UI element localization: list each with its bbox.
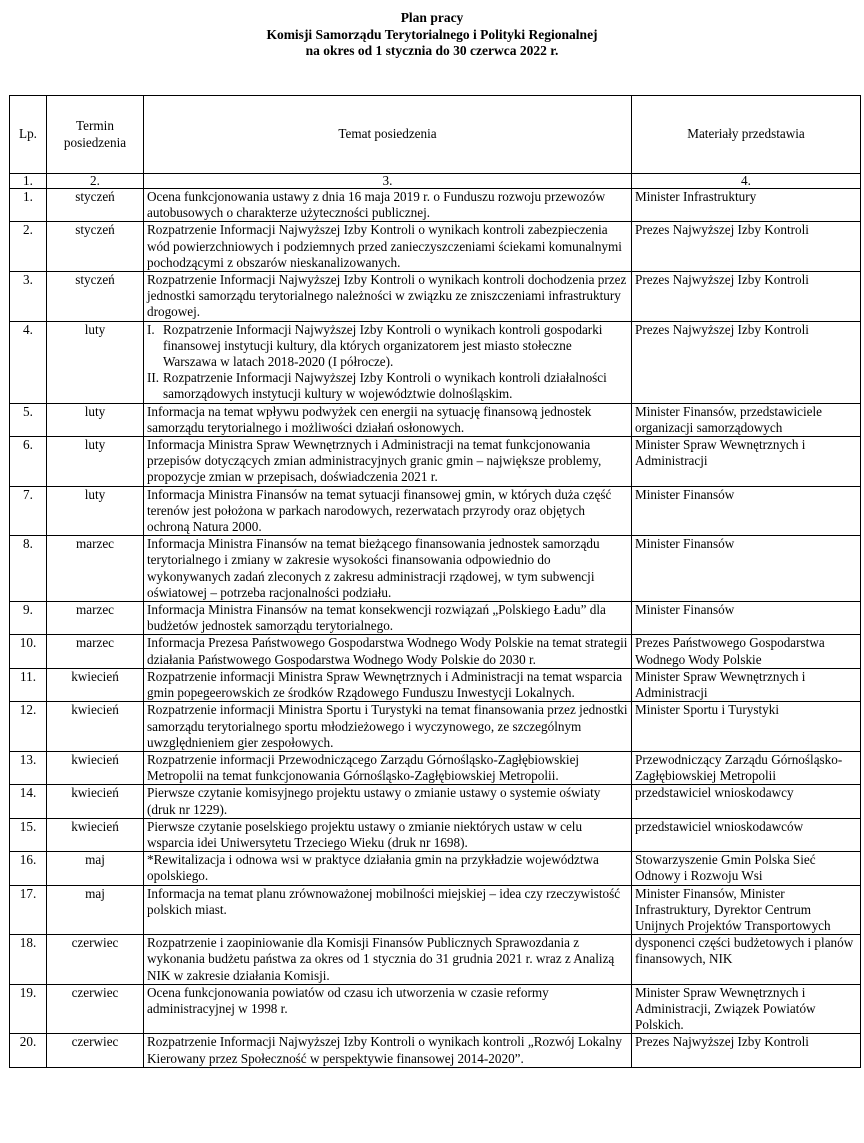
row-topic: Rozpatrzenie informacji Ministra Sportu i Turystyki na temat finansowania przez jednostki samorządu terytorialnego sportu młodzieżowego i wyczynowego, ze szczególnym uwzględnieniem gier zespołowych. bbox=[144, 702, 632, 752]
table-row bbox=[10, 602, 861, 635]
row-date: kwiecień bbox=[47, 751, 144, 784]
topic-list bbox=[147, 322, 628, 403]
row-presenter: przedstawiciel wnioskodawców bbox=[632, 818, 861, 851]
row-number: 9. bbox=[10, 602, 47, 635]
row-number: 5. bbox=[10, 403, 47, 436]
column-number-row bbox=[10, 174, 861, 189]
row-presenter: dysponenci części budżetowych i planów finansowych, NIK bbox=[632, 935, 861, 985]
col-number: 2. bbox=[47, 174, 144, 189]
row-topic: Informacja na temat planu zrównoważonej mobilności miejskiej – idea czy rzeczywistość polskich miast. bbox=[144, 885, 632, 935]
row-date: luty bbox=[47, 437, 144, 487]
row-presenter: Przewodniczący Zarządu Górnośląsko-Zagłębiowskiej Metropolii bbox=[632, 751, 861, 784]
row-topic: Rozpatrzenie Informacji Najwyższej Izby Kontroli o wynikach kontroli „Rozwój Lokalny Kierowany przez Społeczność w perspektywie finansowej 2014-2020”. bbox=[144, 1034, 632, 1067]
header-title: Plan pracy bbox=[400, 10, 464, 25]
topic-list-item bbox=[147, 322, 628, 371]
header-period: na okres od 1 stycznia do 30 czerwca 2022 r. bbox=[305, 43, 559, 58]
row-date: styczeń bbox=[47, 222, 144, 272]
row-date: kwiecień bbox=[47, 818, 144, 851]
row-topic: Informacja Ministra Finansów na temat konsekwencji rozwiązań „Polskiego Ładu” dla budżetów jednostek samorządu terytorialnego. bbox=[144, 602, 632, 635]
row-presenter: Minister Sportu i Turystyki bbox=[632, 702, 861, 752]
col-number: 1. bbox=[10, 174, 47, 189]
row-presenter: Stowarzyszenie Gmin Polska Sieć Odnowy i Rozwoju Wsi bbox=[632, 852, 861, 885]
topic-text: Rozpatrzenie Informacji Najwyższej Izby Kontroli o wynikach kontroli działalności samorządowych instytucji kultury w województwie dolnośląskim. bbox=[163, 370, 607, 402]
row-presenter: Minister Finansów, Minister Infrastruktury, Dyrektor Centrum Unijnych Projektów Transportowych bbox=[632, 885, 861, 935]
col-header-lp: Lp. bbox=[10, 96, 47, 174]
col-header-materialy: Materiały przedstawia bbox=[632, 96, 861, 174]
table-body bbox=[10, 189, 861, 1068]
row-topic: Ocena funkcjonowania powiatów od czasu ich utworzenia w czasie reformy administracyjnej w 1998 r. bbox=[144, 984, 632, 1034]
row-presenter: Prezes Najwyższej Izby Kontroli bbox=[632, 1034, 861, 1067]
col-header-temat: Temat posiedzenia bbox=[144, 96, 632, 174]
row-presenter: Minister Finansów, przedstawiciele organizacji samorządowych bbox=[632, 403, 861, 436]
row-presenter: Minister Finansów bbox=[632, 486, 861, 536]
row-presenter: Prezes Państwowego Gospodarstwa Wodnego Wody Polskie bbox=[632, 635, 861, 668]
row-presenter: przedstawiciel wnioskodawcy bbox=[632, 785, 861, 818]
table-row bbox=[10, 635, 861, 668]
table-row bbox=[10, 403, 861, 436]
document-header bbox=[0, 10, 864, 60]
row-presenter: Minister Infrastruktury bbox=[632, 189, 861, 222]
row-topic: Rozpatrzenie Informacji Najwyższej Izby Kontroli o wynikach kontroli zabezpieczenia wód powierzchniowych i podziemnych przed zanieczyszczeniami ściekami komunalnymi pochodzącymi z obszarów nieskanalizowanych. bbox=[144, 222, 632, 272]
row-number: 7. bbox=[10, 486, 47, 536]
row-topic: Rozpatrzenie i zaopiniowanie dla Komisji Finansów Publicznych Sprawozdania z wykonania budżetu państwa za okres od 1 stycznia do 31 grudnia 2021 r. wraz z Analizą NIK w zakresie działania Komisji. bbox=[144, 935, 632, 985]
table-row bbox=[10, 536, 861, 602]
table-row bbox=[10, 935, 861, 985]
row-date: luty bbox=[47, 486, 144, 536]
topic-marker: I. bbox=[147, 321, 155, 337]
row-date: maj bbox=[47, 885, 144, 935]
table-row bbox=[10, 818, 861, 851]
row-number: 15. bbox=[10, 818, 47, 851]
table-row bbox=[10, 702, 861, 752]
row-topic: Rozpatrzenie informacji Ministra Spraw Wewnętrznych i Administracji na temat wsparcia gmin popegeerowskich ze środków Rządowego Funduszu Inwestycji Lokalnych. bbox=[144, 668, 632, 701]
row-date: marzec bbox=[47, 635, 144, 668]
table-row bbox=[10, 486, 861, 536]
row-topic: Rozpatrzenie Informacji Najwyższej Izby Kontroli o wynikach kontroli dochodzenia przez jednostki samorządu terytorialnego należności w związku ze zniszczeniami infrastruktury drogowej. bbox=[144, 272, 632, 322]
row-presenter: Prezes Najwyższej Izby Kontroli bbox=[632, 222, 861, 272]
header-committee: Komisji Samorządu Terytorialnego i Polityki Regionalnej bbox=[266, 26, 598, 42]
table-row bbox=[10, 1034, 861, 1067]
topic-list-item bbox=[147, 370, 628, 402]
row-date: czerwiec bbox=[47, 984, 144, 1034]
table-row bbox=[10, 668, 861, 701]
row-topic: Pierwsze czytanie komisyjnego projektu ustawy o zmianie ustawy o systemie oświaty (druk nr 1229). bbox=[144, 785, 632, 818]
table-row bbox=[10, 222, 861, 272]
row-topic: Rozpatrzenie informacji Przewodniczącego Zarządu Górnośląsko-Zagłębiowskiej Metropolii na temat funkcjonowania Górnośląsko-Zagłębiowskiej Metropolii. bbox=[144, 751, 632, 784]
row-date: marzec bbox=[47, 602, 144, 635]
row-topic: Informacja Ministra Spraw Wewnętrznych i Administracji na temat funkcjonowania przepisów dotyczących zmian administracyjnych granic gmin – największe problemy, propozycje zmian w przepisach, doświadczenia 2021 r. bbox=[144, 437, 632, 487]
row-date: luty bbox=[47, 403, 144, 436]
row-date: luty bbox=[47, 321, 144, 403]
row-topic: Ocena funkcjonowania ustawy z dnia 16 maja 2019 r. o Funduszu rozwoju przewozów autobusowych o charakterze użyteczności publicznej. bbox=[144, 189, 632, 222]
row-number: 18. bbox=[10, 935, 47, 985]
row-number: 2. bbox=[10, 222, 47, 272]
row-date: kwiecień bbox=[47, 702, 144, 752]
row-number: 20. bbox=[10, 1034, 47, 1067]
table-row bbox=[10, 272, 861, 322]
row-presenter: Minister Finansów bbox=[632, 536, 861, 602]
row-presenter: Minister Spraw Wewnętrznych i Administracji bbox=[632, 668, 861, 701]
row-number: 19. bbox=[10, 984, 47, 1034]
table-row bbox=[10, 437, 861, 487]
row-topic: Pierwsze czytanie poselskiego projektu ustawy o zmianie niektórych ustaw w celu wsparcia idei Uniwersytetu Trzeciego Wieku (druk nr 1698). bbox=[144, 818, 632, 851]
row-number: 14. bbox=[10, 785, 47, 818]
row-number: 10. bbox=[10, 635, 47, 668]
work-plan-table bbox=[9, 95, 861, 1068]
row-number: 1. bbox=[10, 189, 47, 222]
topic-text: Rozpatrzenie Informacji Najwyższej Izby Kontroli o wynikach kontroli gospodarki finansowej instytucji kultury, dla których organizatorem jest miasto stołeczne Warszawa w latach 2018-2020 (I półrocze). bbox=[163, 321, 603, 370]
row-topic: *Rewitalizacja i odnowa wsi w praktyce działania gmin na przykładzie województwa opolskiego. bbox=[144, 852, 632, 885]
table-row bbox=[10, 984, 861, 1034]
row-presenter: Prezes Najwyższej Izby Kontroli bbox=[632, 321, 861, 403]
row-topic: Informacja Ministra Finansów na temat sytuacji finansowej gmin, w których duża część terenów jest położona w parkach narodowych, rezerwatach przyrody oraz objętych ochroną Natura 2000. bbox=[144, 486, 632, 536]
row-number: 4. bbox=[10, 321, 47, 403]
table-row bbox=[10, 321, 861, 403]
row-date: marzec bbox=[47, 536, 144, 602]
row-date: czerwiec bbox=[47, 935, 144, 985]
col-number: 3. bbox=[144, 174, 632, 189]
row-topic: Informacja Ministra Finansów na temat bieżącego finansowania jednostek samorządu terytorialnego i zmiany w zakresie wysokości finansowania odpowiednio do wykonywanych zadań zleconych z zakresu administracji rządowej, w tym subwencji oświatowej – potrzeba racjonalności podziału. bbox=[144, 536, 632, 602]
row-presenter: Minister Finansów bbox=[632, 602, 861, 635]
table-row bbox=[10, 751, 861, 784]
row-topic bbox=[144, 321, 632, 403]
row-number: 8. bbox=[10, 536, 47, 602]
row-date: styczeń bbox=[47, 189, 144, 222]
row-presenter: Minister Spraw Wewnętrznych i Administracji, Związek Powiatów Polskich. bbox=[632, 984, 861, 1034]
table-row bbox=[10, 885, 861, 935]
row-number: 16. bbox=[10, 852, 47, 885]
row-presenter: Minister Spraw Wewnętrznych i Administracji bbox=[632, 437, 861, 487]
row-date: czerwiec bbox=[47, 1034, 144, 1067]
row-number: 13. bbox=[10, 751, 47, 784]
row-date: kwiecień bbox=[47, 668, 144, 701]
col-header-termin: Termin posiedzenia bbox=[47, 96, 144, 174]
row-presenter: Prezes Najwyższej Izby Kontroli bbox=[632, 272, 861, 322]
row-date: maj bbox=[47, 852, 144, 885]
row-number: 6. bbox=[10, 437, 47, 487]
col-number: 4. bbox=[632, 174, 861, 189]
table-header-row bbox=[10, 96, 861, 174]
row-number: 3. bbox=[10, 272, 47, 322]
row-topic: Informacja Prezesa Państwowego Gospodarstwa Wodnego Wody Polskie na temat strategii działania Państwowego Gospodarstwa Wodnego Wody Polskie do 2030 r. bbox=[144, 635, 632, 668]
row-number: 11. bbox=[10, 668, 47, 701]
row-date: styczeń bbox=[47, 272, 144, 322]
row-number: 17. bbox=[10, 885, 47, 935]
row-date: kwiecień bbox=[47, 785, 144, 818]
row-topic: Informacja na temat wpływu podwyżek cen energii na sytuację finansową jednostek samorządu terytorialnego i możliwości działań osłonowych. bbox=[144, 403, 632, 436]
topic-marker: II. bbox=[147, 370, 160, 386]
table-row bbox=[10, 189, 861, 222]
row-number: 12. bbox=[10, 702, 47, 752]
table-row bbox=[10, 852, 861, 885]
table-row bbox=[10, 785, 861, 818]
